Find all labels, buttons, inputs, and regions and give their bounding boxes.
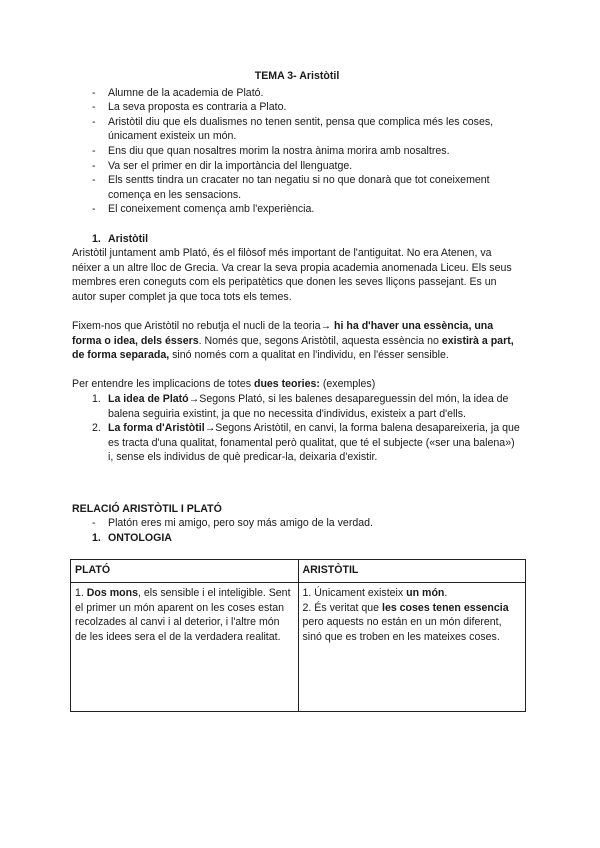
table-cell-plato bbox=[71, 583, 299, 712]
comparison-table bbox=[70, 559, 526, 712]
table-cell-aristotil bbox=[298, 583, 526, 712]
paragraph-essence bbox=[72, 319, 522, 363]
text-run: Fixem-nos que Aristòtil no rebutja el nucli de la teoria bbox=[72, 320, 321, 333]
relation-heading: RELACIÓ ARISTÒTIL I PLATÓ bbox=[72, 502, 222, 515]
arrow-icon: → bbox=[320, 320, 332, 333]
table-header-row bbox=[71, 560, 526, 583]
list-item bbox=[92, 392, 522, 421]
bold-run: La idea de Plató bbox=[108, 393, 189, 406]
cell-line bbox=[303, 601, 522, 645]
section-number: 1. bbox=[92, 232, 101, 245]
text-run: , els sensible i el inteligible. Sent el primer un món aparent on les coses estan recolzades al canvi i al deterior, i l'altre món de les idees sera el de la verdadera realitat. bbox=[75, 587, 291, 643]
bold-run: existirà a part, de forma separada, bbox=[72, 334, 514, 362]
item-number: 1. bbox=[92, 393, 101, 406]
section-heading-text: Aristòtil bbox=[108, 232, 149, 245]
list-item: - El coneixement comença amb l'experiència. bbox=[92, 202, 522, 217]
spacer bbox=[72, 217, 522, 232]
page-title: TEMA 3- Aristòtil bbox=[254, 70, 340, 82]
column-header-plato: PLATÓ bbox=[71, 560, 299, 583]
text-run: 2. És veritat que bbox=[302, 601, 382, 614]
bold-run: dues teories: bbox=[253, 378, 320, 391]
text-run: 1. Únicament existeix bbox=[302, 587, 407, 599]
text-run: . Només que, segons Aristòtil, aquesta essència no bbox=[198, 334, 442, 347]
list-item: - Els sentts tindra un cracater no tan negatiu si no que donarà que tot coneixement comença en les sensacions. bbox=[92, 173, 522, 202]
paragraph-intro: Aristòtil juntament amb Plató, és el filòsof més important de l'antiguitat. No era Atenen, va néixer a un altre lloc de Grecia. Va crear la seva propia academia anomenada Liceu. Els seus membres eren coneguts com els peripatètics que donen les seves lliçons passejant. Es un autor super complet ja que toca tots els temes. bbox=[72, 247, 512, 303]
bold-run: un món bbox=[406, 587, 445, 599]
text-run: Segons Aristòtil, en canvi, la forma balena desapareixeria, ja que es tracta d'una qualitat, fonamental però qualitat, que té el subjecte («ser una balena») i, sense els individus de què predicar-la, deixaria d'existir. bbox=[108, 422, 520, 464]
text-run: . bbox=[444, 587, 448, 599]
spacer bbox=[72, 363, 522, 378]
text-run: (exemples) bbox=[319, 378, 376, 391]
item-number: 2. bbox=[92, 422, 101, 435]
bold-run: La forma d'Aristòtil bbox=[108, 422, 205, 435]
column-header-aristotil: ARISTÒTIL bbox=[298, 560, 526, 583]
bold-run: Dos mons bbox=[86, 587, 138, 599]
spacer bbox=[72, 305, 522, 320]
paragraph-theories bbox=[72, 377, 522, 392]
document-body bbox=[72, 69, 522, 545]
relation-bullet-list bbox=[72, 516, 522, 531]
section-number: 1. bbox=[92, 531, 101, 544]
arrow-icon: → bbox=[204, 422, 216, 435]
list-item bbox=[92, 421, 522, 465]
arrow-icon: → bbox=[188, 393, 200, 406]
text-run: sinó només com a qualitat en l'individu, en l'ésser sensible. bbox=[169, 349, 449, 362]
text-run: Segons Plató, si les balenes desapareguessin del món, la idea de balena seguiria existint, ja que no necessita d'individus, existeix a part d'ells. bbox=[108, 393, 509, 420]
text-run: 1. bbox=[75, 587, 87, 599]
section-heading-aristotil bbox=[72, 232, 522, 247]
intro-bullet-list bbox=[72, 86, 522, 217]
list-item: - Va ser el primer en dir la importància del llenguatge. bbox=[92, 159, 522, 174]
table-row bbox=[71, 583, 526, 712]
list-item: - Aristòtil diu que els dualismes no tenen sentit, pensa que complica més les coses, únicament existeix un món. bbox=[92, 115, 522, 144]
text-run: pero aquests no están en un món diferent, sinó que es troben en les mateixes coses. bbox=[302, 616, 502, 643]
list-item: - Ens diu que quan nosaltres morim la nostra ànima morira amb nosaltres. bbox=[92, 144, 522, 159]
spacer bbox=[72, 465, 522, 480]
ontology-heading bbox=[72, 531, 522, 546]
bold-run: les coses tenen essencia bbox=[382, 601, 509, 614]
list-item: - Alumne de la academia de Plató. bbox=[92, 86, 522, 101]
list-item: - Platón eres mi amigo, pero soy más amigo de la verdad. bbox=[92, 516, 522, 531]
spacer bbox=[72, 480, 522, 502]
list-item: - La seva proposta es contraria a Plato. bbox=[92, 100, 522, 115]
text-run: Per entendre les implicacions de totes bbox=[72, 378, 254, 391]
examples-list bbox=[72, 392, 522, 465]
section-heading-text: ONTOLOGIA bbox=[108, 531, 172, 544]
cell-line bbox=[303, 586, 522, 601]
bold-run: hi ha d'haver una essència, una forma o idea, dels éssers bbox=[72, 320, 494, 347]
